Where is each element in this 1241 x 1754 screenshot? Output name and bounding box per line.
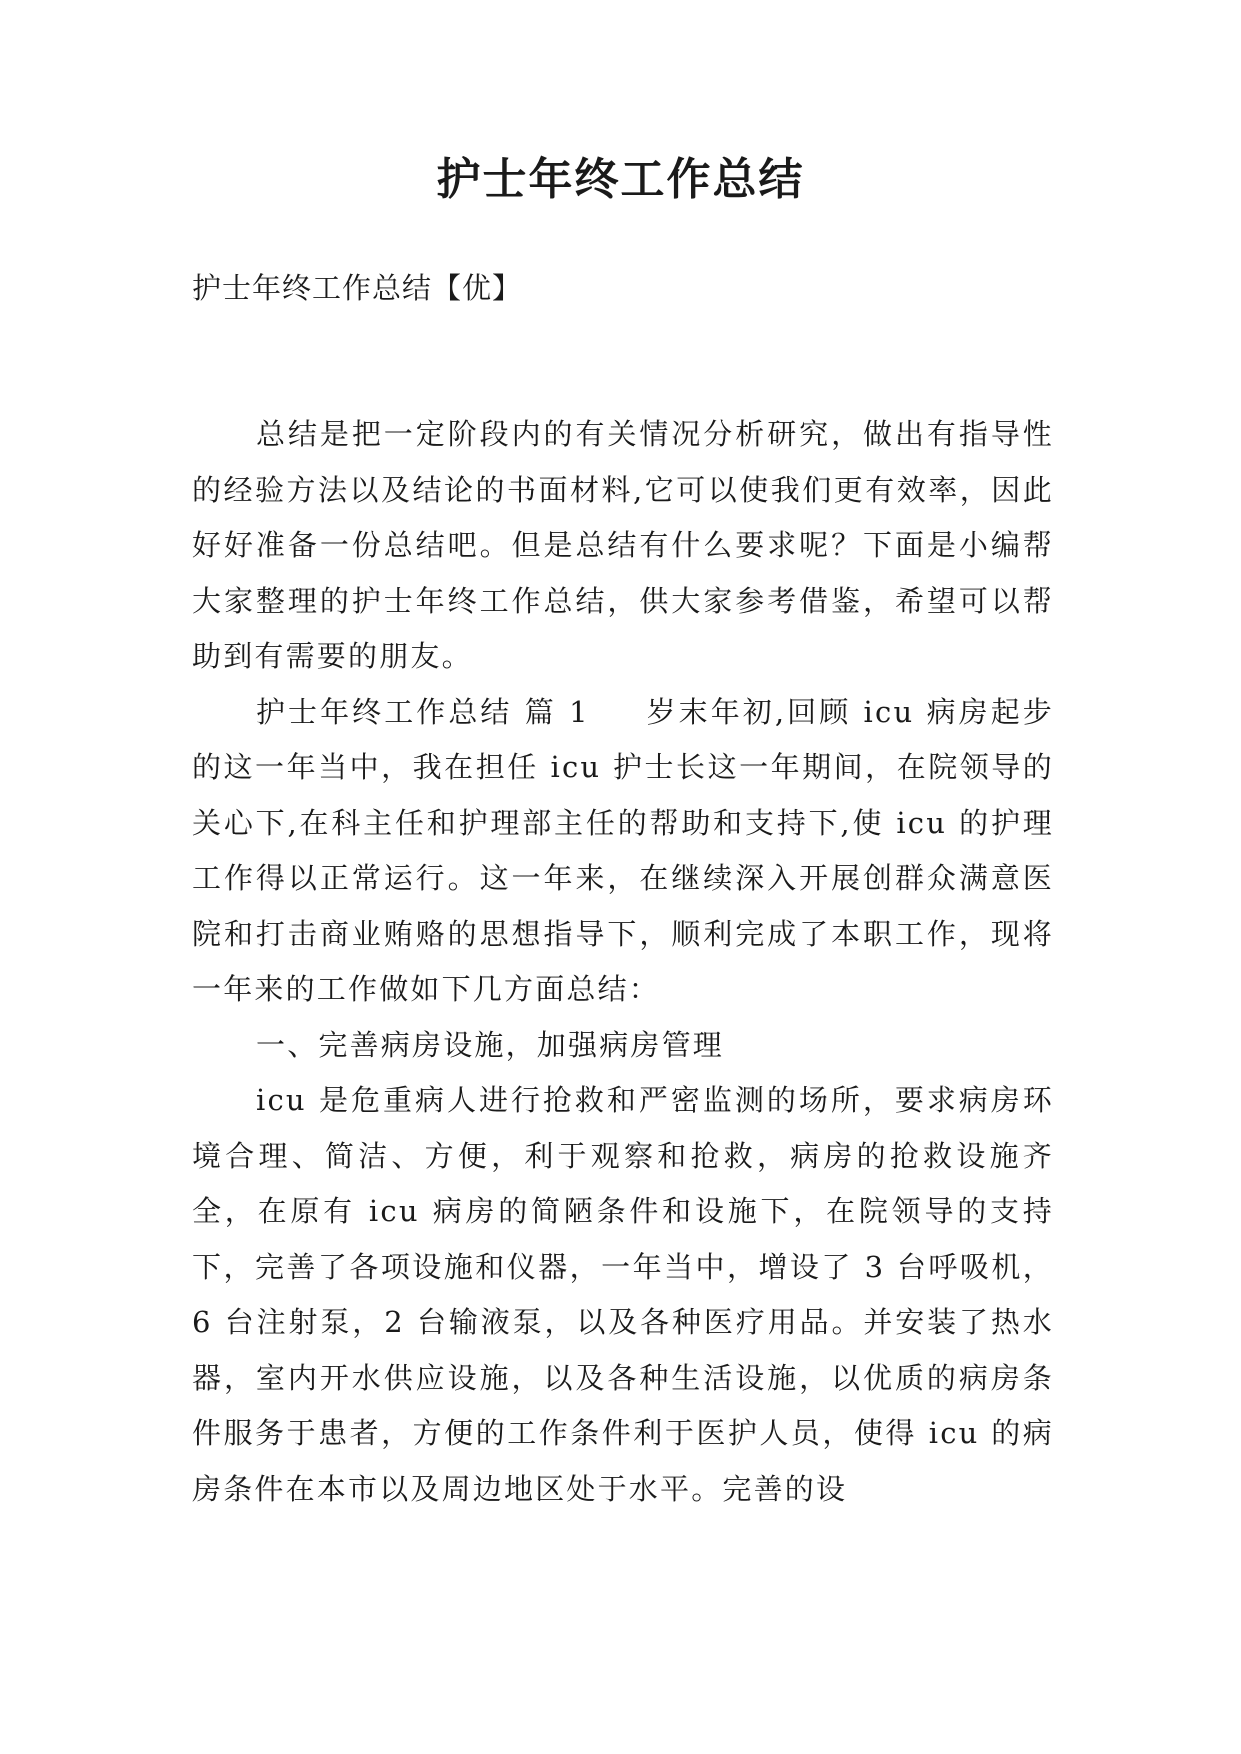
body-paragraph-1: icu 是危重病人进行抢救和严密监测的场所，要求病房环境合理、简洁、方便，利于观察和抢救，病房的抢救设施齐全，在原有 icu 病房的简陋条件和设施下，在院领导的支持下，完善了各项设施和仪器，一年当中，增设了 3 台呼吸机，6 台注射泵，2 台输液泵，以及各种医疗用品。并安装了热水器，室内开水供应设施，以及各种生活设施，以优质的病房条件服务于患者，方便的工作条件利于医护人员，使得 icu 的病房条件在本市以及周边地区处于水平。完善的设 [192, 1083, 1054, 1506]
document-subtitle: 护士年终工作总结【优】 [192, 271, 523, 305]
section-label: 护士年终工作总结 篇 1 [256, 694, 590, 729]
section-heading-1: 一、完善病房设施，加强病房管理 [256, 1027, 725, 1062]
section-body: 岁末年初,回顾 icu 病房起步的这一年当中，我在担任 icu 护士长这一年期间，在院领导的关心下,在科主任和护理部主任的帮助和支持下,使 icu 的护理工作得以正常运行。这一年来，在继续深入开展创群众满意医院和打击商业贿赂的思想指导下，顺利完成了本职工作，现将一年来的工作做如下几方面总结： [192, 694, 1054, 1006]
section-paragraph [192, 685, 1054, 1018]
intro-paragraph: 总结是把一定阶段内的有关情况分析研究，做出有指导性的经验方法以及结论的书面材料,它可以使我们更有效率，因此好好准备一份总结吧。但是总结有什么要求呢？下面是小编帮大家整理的护士年终工作总结，供大家参考借鉴，希望可以帮助到有需要的朋友。 [192, 417, 1054, 673]
document-title: 护士年终工作总结 [436, 154, 805, 205]
document-body [192, 407, 1054, 1517]
